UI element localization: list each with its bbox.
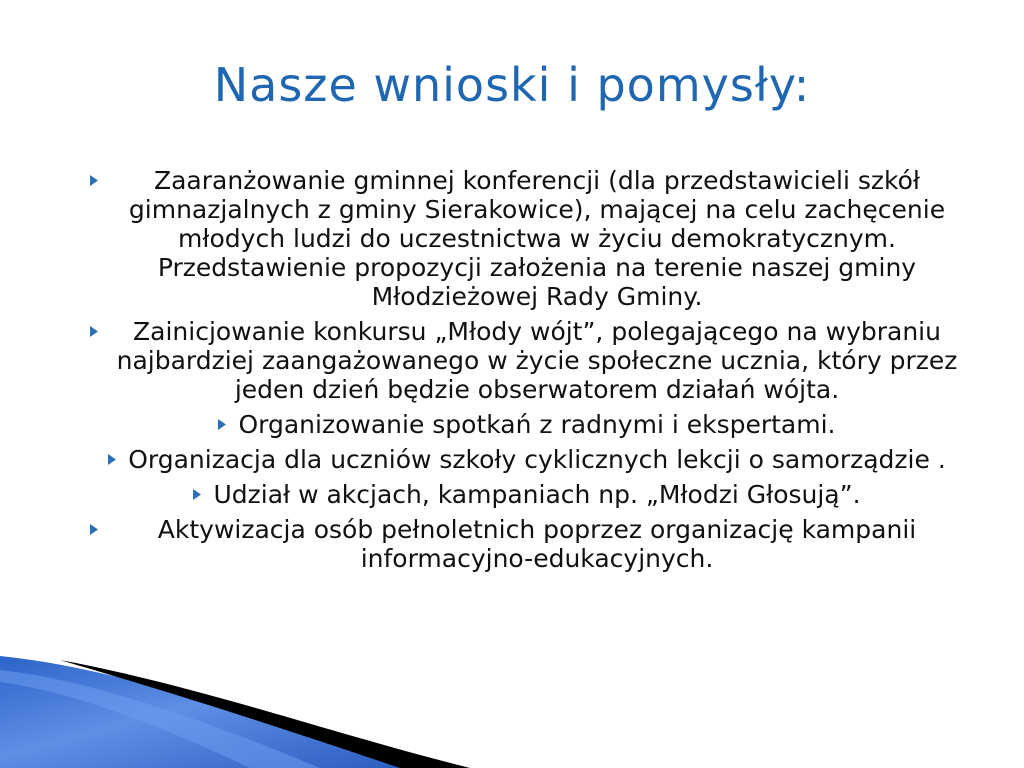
list-item-text: Organizacja dla uczniów szkoły cyklicznych lekcji o samorządzie . (128, 445, 946, 474)
list-item-text: Udział w akcjach, kampaniach np. „Młodzi Głosują”. (213, 480, 861, 509)
triangle-bullet-icon (84, 166, 106, 195)
list-item (84, 445, 964, 474)
list-item-text: Zainicjowanie konkursu „Młody wójt”, polegającego na wybraniu najbardziej zaangażowanego w życie społeczne ucznia, który przez jeden dzień będzie obserwatorem działań wójta. (116, 317, 958, 404)
list-item (84, 410, 964, 439)
list-item (84, 480, 964, 509)
list-item (84, 166, 964, 311)
list-item (84, 515, 964, 573)
triangle-bullet-icon (102, 445, 124, 474)
triangle-bullet-icon (212, 410, 234, 439)
list-item-text: Organizowanie spotkań z radnymi i ekspertami. (238, 410, 836, 439)
bullet-list (84, 166, 964, 579)
triangle-bullet-icon (84, 515, 106, 544)
list-item-text: Zaaranżowanie gminnej konferencji (dla przedstawicieli szkół gimnazjalnych z gminy Sierakowice), mającej na celu zachęcenie młodych ludzi do uczestnictwa w życiu demokratycznym. Przedstawienie propozycji założenia na terenie naszej gminy Młodzieżowej Rady Gminy. (128, 166, 946, 311)
list-item (84, 317, 964, 404)
slide-title: Nasze wnioski i pomysły: (213, 58, 811, 112)
triangle-bullet-icon (84, 317, 106, 346)
triangle-bullet-icon (187, 480, 209, 509)
list-item-text: Aktywizacja osób pełnoletnich poprzez organizację kampanii informacyjno-edukacyjnych. (157, 515, 917, 573)
corner-swoosh-decoration (0, 638, 1024, 768)
